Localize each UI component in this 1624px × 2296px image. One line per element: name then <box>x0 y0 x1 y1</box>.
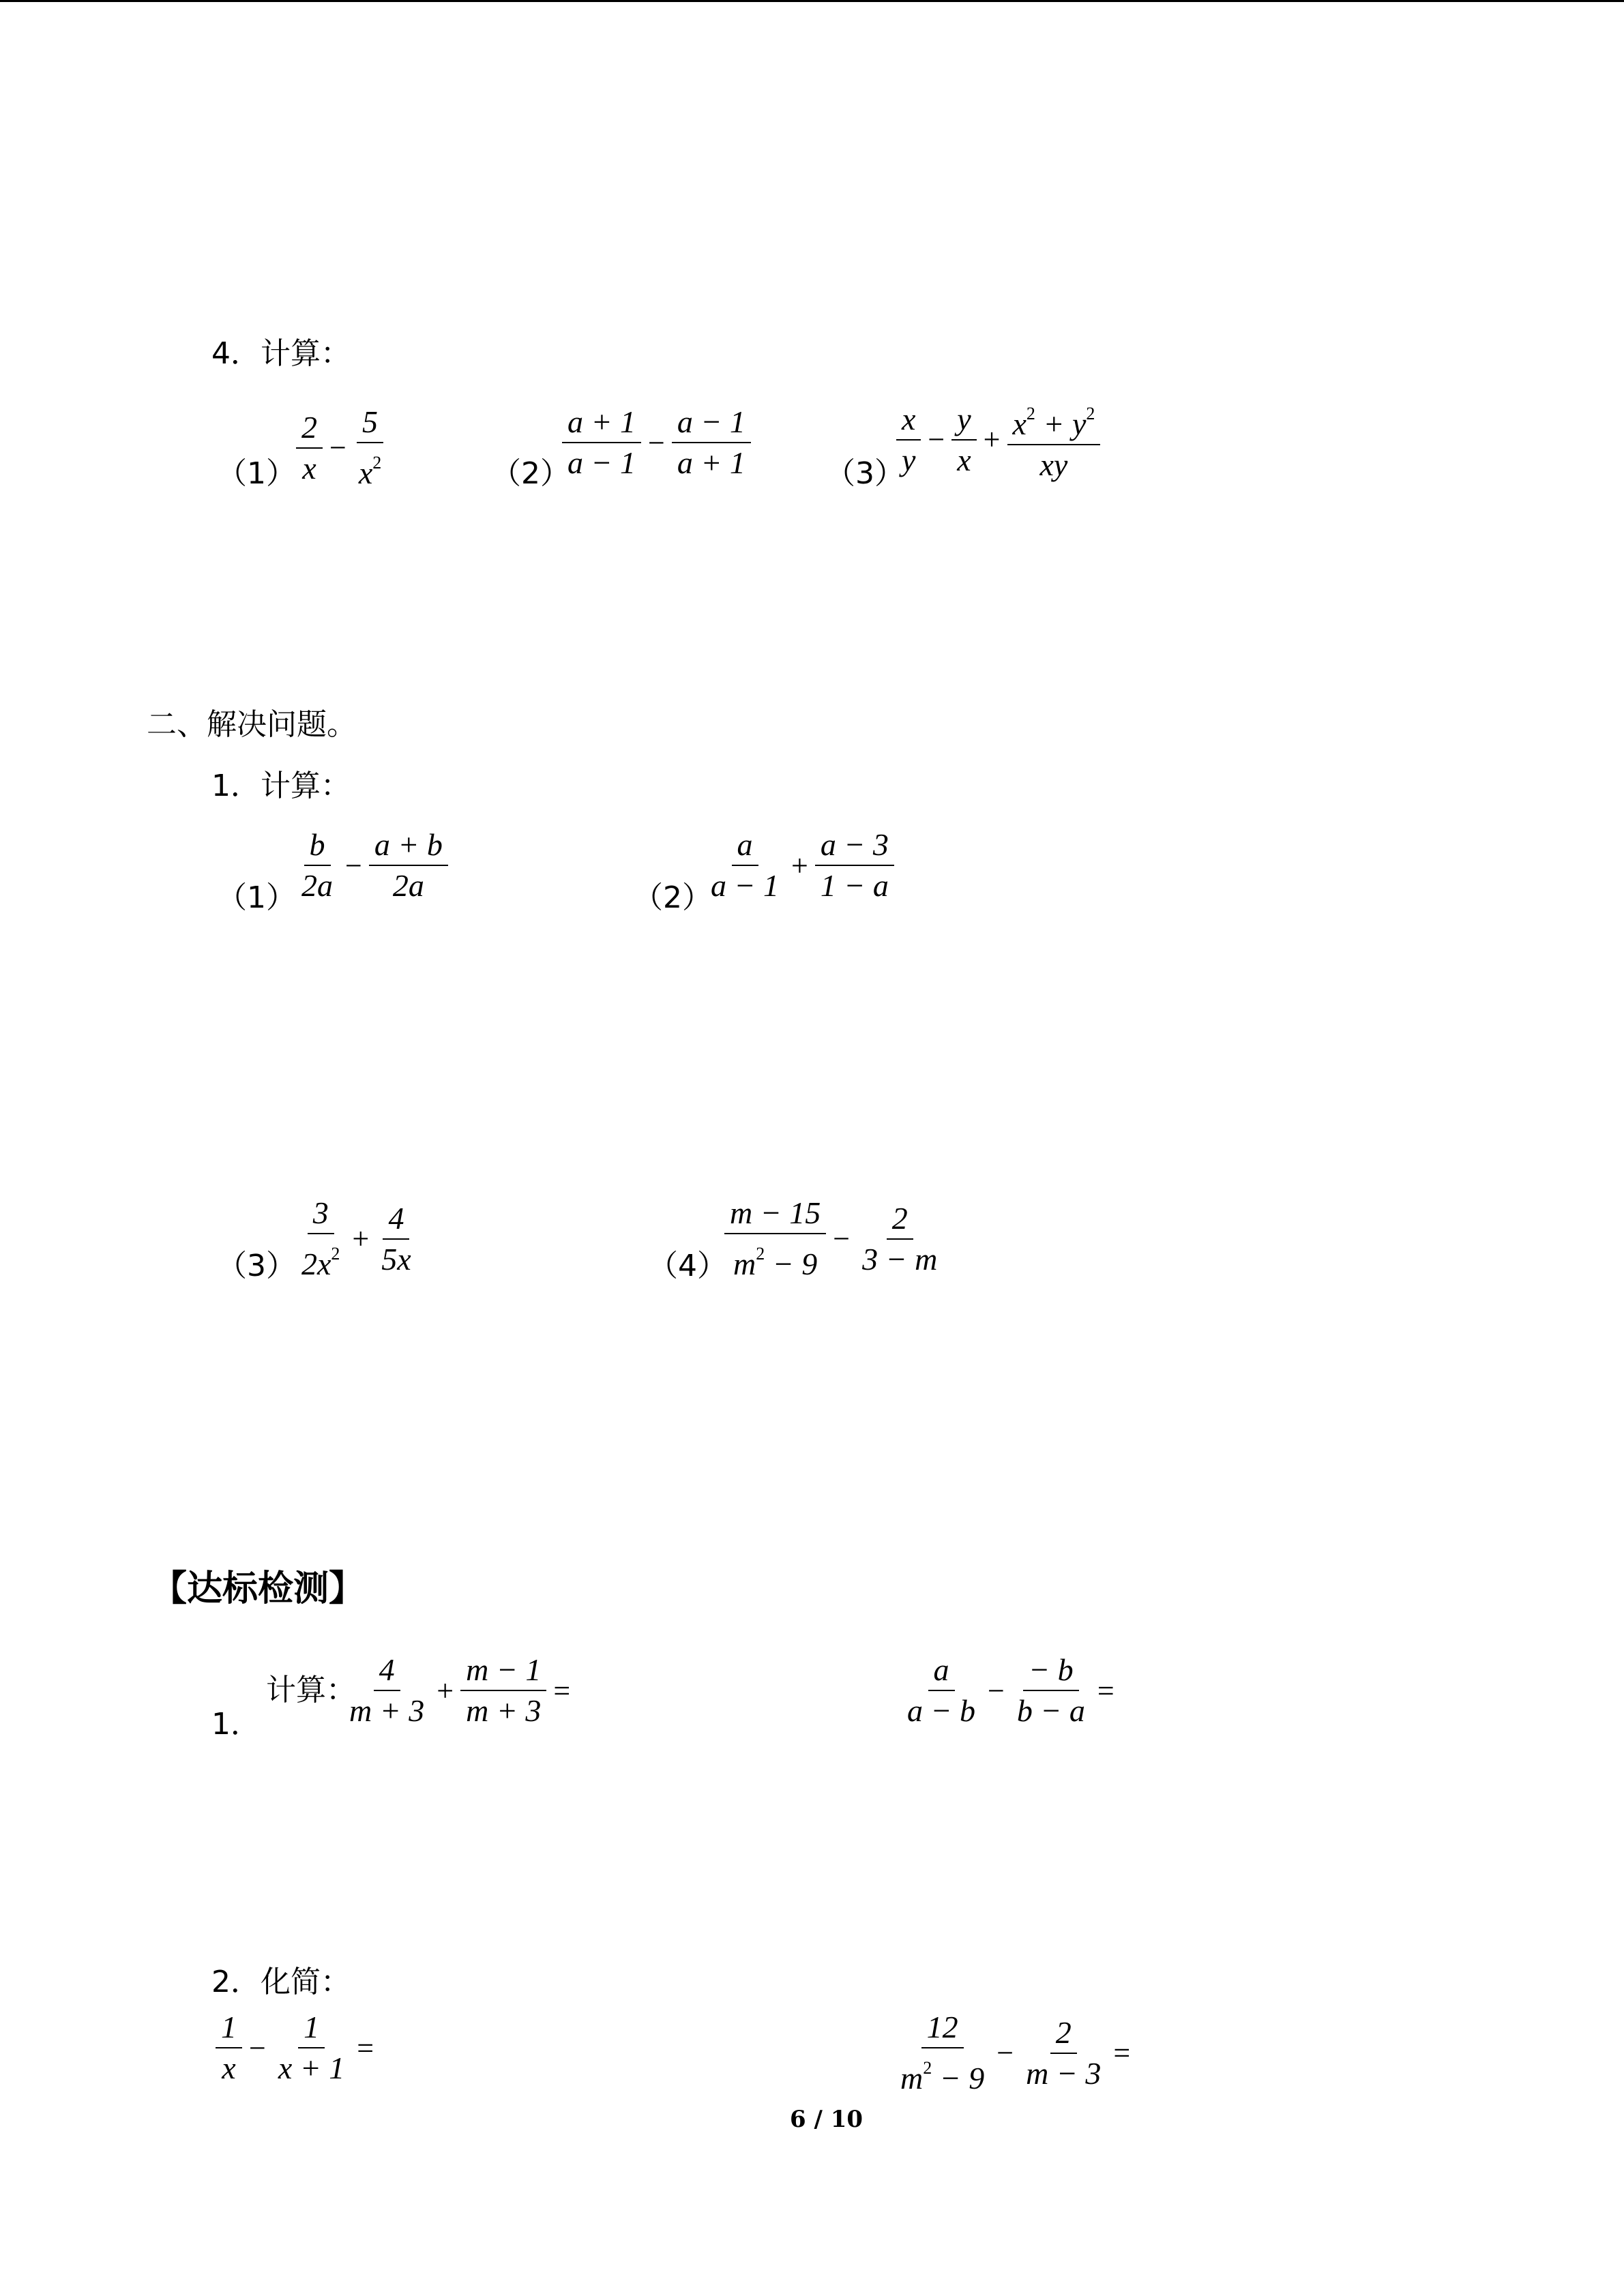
numerator: a − 3 <box>815 825 894 866</box>
fraction <box>296 825 338 906</box>
page-number: 6 / 10 <box>790 2106 863 2133</box>
fraction <box>376 1199 416 1279</box>
section-a-title: 4．计算： <box>211 336 351 371</box>
numerator: a − 1 <box>672 402 751 443</box>
fraction <box>815 825 894 906</box>
fraction <box>296 1193 345 1284</box>
operator: + <box>791 848 808 882</box>
denominator: x <box>302 450 316 486</box>
numerator: a <box>732 825 758 866</box>
fraction <box>216 2008 242 2088</box>
expression <box>293 1193 419 1284</box>
fraction <box>896 400 921 480</box>
denominator: $2x^2$ <box>301 1244 340 1281</box>
item-label: （1） <box>217 456 296 491</box>
denominator: m + 3 <box>349 1693 425 1728</box>
numerator: 5 <box>357 402 383 443</box>
numerator: 1 <box>298 2008 325 2048</box>
equals-sign: = <box>357 2031 374 2065</box>
numerator: − b <box>1023 1650 1079 1691</box>
numerator: $x^2 + y^2$ <box>1007 394 1101 445</box>
item-label: （3） <box>825 456 904 491</box>
fraction <box>1020 2013 1106 2093</box>
numerator: 2 <box>887 1199 913 1240</box>
operator: − <box>329 431 346 464</box>
fraction <box>1007 394 1101 485</box>
denominator: a − b <box>907 1693 976 1728</box>
operator: + <box>352 1222 370 1255</box>
fraction <box>344 1650 430 1731</box>
operator: − <box>345 848 362 882</box>
expression <box>293 825 451 906</box>
numerator: 12 <box>921 2008 964 2048</box>
numerator: a <box>928 1650 955 1691</box>
denominator: $m^2 - 9$ <box>900 2058 985 2096</box>
numerator: m − 15 <box>724 1193 826 1234</box>
expression <box>703 825 897 906</box>
fraction <box>857 1199 943 1279</box>
fraction <box>562 402 641 483</box>
numerator: 4 <box>383 1199 409 1240</box>
item-label: （3） <box>217 1249 296 1283</box>
operator: − <box>996 2036 1014 2070</box>
denominator: a + 1 <box>677 445 745 480</box>
denominator: m + 3 <box>466 1693 542 1728</box>
section-b-title: 二、解决问题。 <box>147 707 357 742</box>
expression <box>722 1193 945 1284</box>
denominator: x <box>957 442 971 477</box>
question-prefix: 计算： <box>266 1673 356 1708</box>
fraction <box>273 2008 350 2088</box>
equals-sign: = <box>553 1673 571 1708</box>
operator: − <box>928 423 945 456</box>
expression <box>899 1650 1119 1731</box>
item-label: （4） <box>648 1249 727 1283</box>
operator: − <box>988 1673 1005 1708</box>
equals-sign: = <box>1097 1673 1114 1708</box>
expression <box>894 394 1103 485</box>
denominator: 5x <box>381 1241 411 1277</box>
numerator: 2 <box>296 408 323 449</box>
item-label: （1） <box>217 880 296 915</box>
fraction <box>353 402 387 493</box>
fraction <box>895 2008 990 2098</box>
numerator: 4 <box>374 1650 400 1691</box>
denominator: m − 3 <box>1026 2055 1102 2091</box>
denominator: 1 − a <box>820 868 889 903</box>
numerator: 3 <box>308 1193 334 1234</box>
section-b-subtitle: 1．计算： <box>211 769 351 803</box>
expression <box>559 402 754 483</box>
denominator: x <box>222 2051 236 2085</box>
expression <box>213 2008 378 2088</box>
denominator: $m^2 - 9$ <box>733 1244 818 1281</box>
denominator: y <box>902 442 916 477</box>
fraction <box>460 1650 546 1731</box>
numerator: y <box>951 400 976 441</box>
fraction <box>296 408 323 488</box>
fraction <box>951 400 976 480</box>
denominator: x + 1 <box>278 2051 345 2085</box>
fraction <box>902 1650 981 1731</box>
numerator: a + 1 <box>562 402 641 443</box>
denominator: $x^2$ <box>358 453 382 490</box>
denominator: a − 1 <box>711 868 780 903</box>
fraction <box>369 825 448 906</box>
fraction <box>1012 1650 1091 1731</box>
denominator: 2a <box>301 868 333 903</box>
expression <box>892 2008 1134 2098</box>
operator: − <box>648 426 665 460</box>
expression <box>341 1650 574 1731</box>
operator: − <box>833 1222 851 1255</box>
fraction <box>672 402 751 483</box>
question-title: 2．化简： <box>211 1965 351 1999</box>
expression <box>293 402 389 493</box>
operator: + <box>437 1673 454 1708</box>
section-heading: 【达标检测】 <box>151 1568 365 1609</box>
fraction <box>724 1193 826 1284</box>
operator: + <box>983 423 1001 456</box>
item-label: （2） <box>633 880 712 915</box>
numerator: 2 <box>1050 2013 1077 2054</box>
denominator: 3 − m <box>862 1241 938 1277</box>
fraction <box>705 825 784 906</box>
numerator: m − 1 <box>460 1650 546 1691</box>
denominator: 2a <box>392 868 424 903</box>
numerator: 1 <box>216 2008 242 2048</box>
top-border <box>0 0 1624 2</box>
denominator: xy <box>1039 447 1068 482</box>
numerator: a + b <box>369 825 448 866</box>
item-label: （2） <box>491 456 570 491</box>
question-number: 1． <box>211 1707 261 1742</box>
numerator: b <box>304 825 331 866</box>
equals-sign: = <box>1113 2036 1131 2070</box>
denominator: b − a <box>1016 1693 1085 1728</box>
numerator: x <box>896 400 921 441</box>
denominator: a − 1 <box>567 445 636 480</box>
operator: − <box>249 2031 266 2065</box>
